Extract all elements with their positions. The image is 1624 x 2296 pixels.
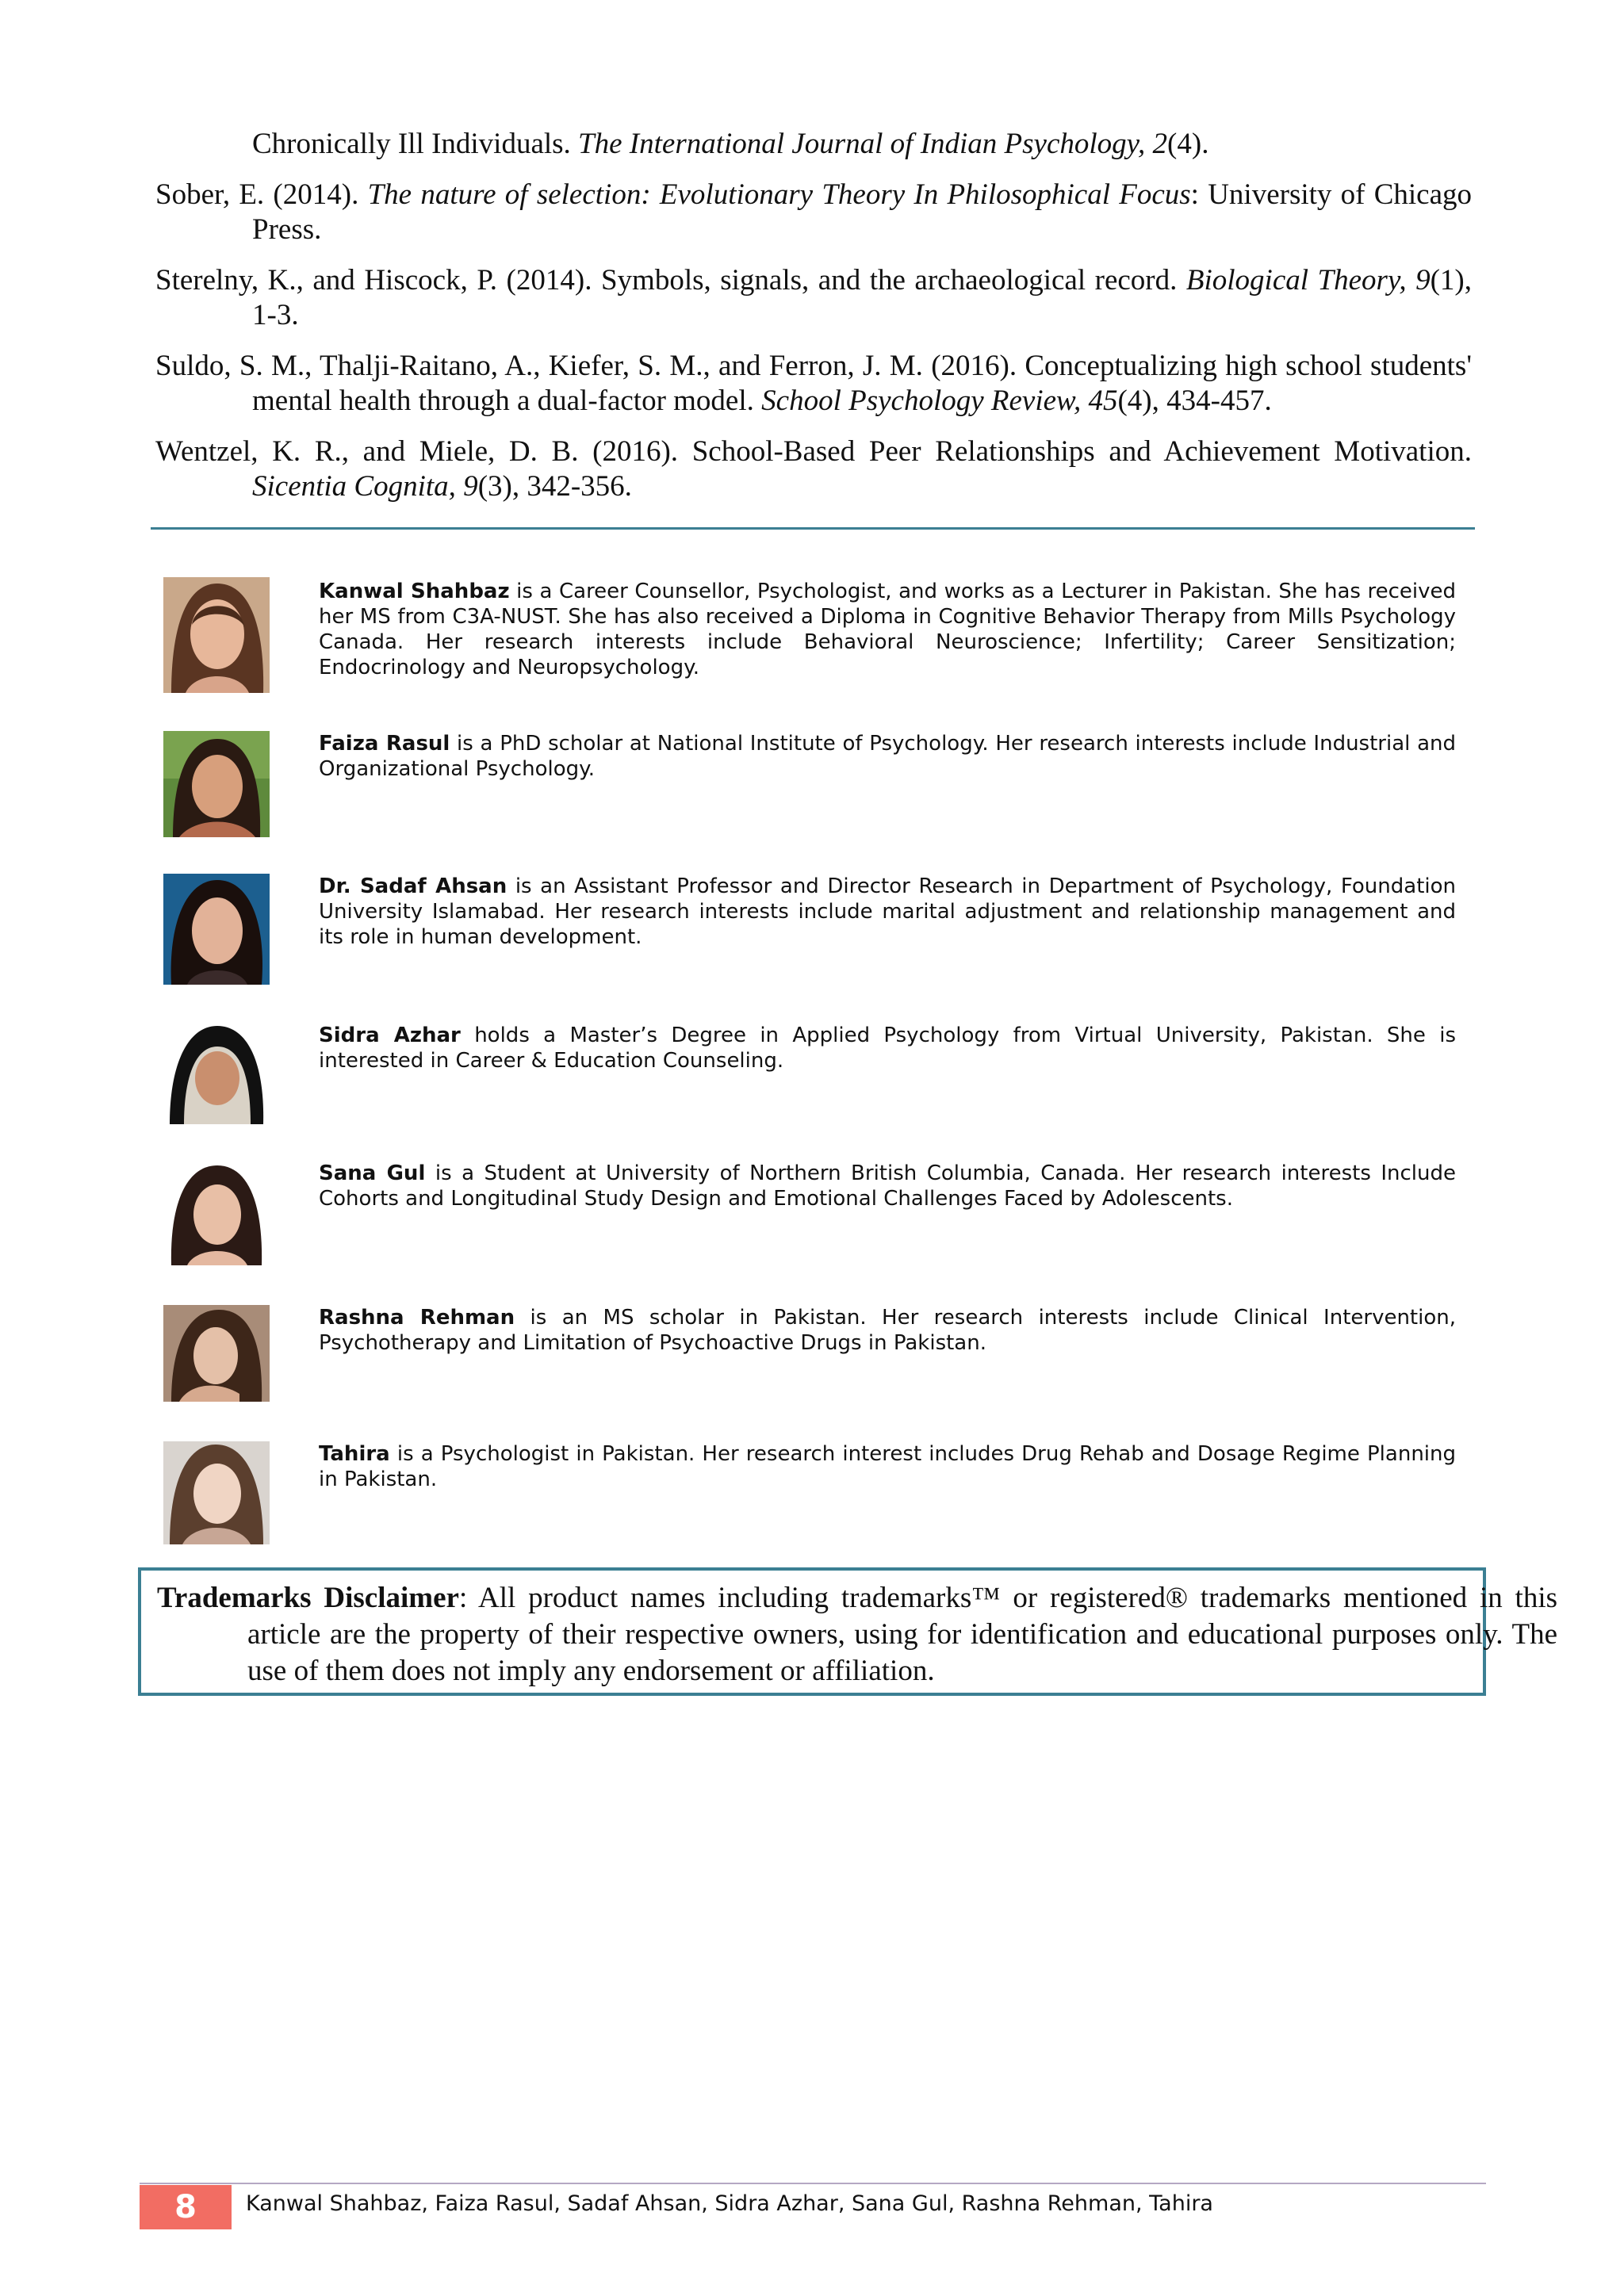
- reference-text: Suldo, S. M., Thalji-Raitano, A., Kiefer, S. M., and Ferron, J. M. (2016). Conceptualizing high school students' mental health through a dual-factor model.: [155, 350, 1472, 417]
- reference-journal: The International Journal of Indian Psychology, 2: [578, 128, 1168, 160]
- reference-journal: Sicentia Cognita, 9: [252, 470, 478, 503]
- bio-text: holds a Master’s Degree in Applied Psychology from Virtual University, Pakistan. She is interested in Career & Education Counseling.: [319, 1024, 1456, 1073]
- reference-entry: [155, 434, 1472, 504]
- bio-paragraph: [319, 731, 1456, 782]
- reference-text: (4).: [1167, 128, 1209, 160]
- bio-text: is a Student at University of Northern British Columbia, Canada. Her research interests Include Cohorts and Longitudinal Study Design and Emotional Challenges Faced by Adolescents.: [319, 1161, 1456, 1211]
- reference-entry: [155, 263, 1472, 333]
- author-photo: [163, 874, 270, 985]
- author-photo: [163, 1441, 270, 1544]
- reference-journal: The nature of selection: Evolutionary Theory In Philosophical Focus: [367, 178, 1191, 211]
- reference-journal: Biological Theory, 9: [1185, 264, 1431, 297]
- bio-text: is a Psychologist in Pakistan. Her research interest includes Drug Rehab and Dosage Regime Planning in Pakistan.: [319, 1442, 1456, 1491]
- reference-text: Sober, E. (2014).: [155, 178, 368, 211]
- author-photo: [163, 1161, 270, 1265]
- author-photo: [163, 1023, 270, 1124]
- disclaimer-text: [157, 1580, 1557, 1689]
- bio-paragraph: [319, 579, 1456, 680]
- author-name: Sidra Azhar: [319, 1024, 461, 1047]
- bio-text: is an Assistant Professor and Director Research in Department of Psychology, Foundation University Islamabad. Her research interests include marital adjustment and relationship management and its role in human development.: [319, 874, 1457, 949]
- reference-text: (4), 434-457.: [1117, 385, 1272, 417]
- author-name: Faiza Rasul: [319, 732, 450, 756]
- bio-paragraph: [319, 874, 1456, 950]
- reference-list: [155, 127, 1472, 520]
- reference-text: Sterelny, K., and Hiscock, P. (2014). Symbols, signals, and the archaeological record.: [155, 264, 1186, 297]
- reference-text: (1), 1-3.: [252, 264, 1472, 331]
- reference-journal: School Psychology Review, 45: [761, 385, 1118, 417]
- page-number-badge: 8: [140, 2185, 232, 2229]
- section-divider: [151, 527, 1475, 530]
- author-photo: [163, 1305, 270, 1402]
- trademarks-disclaimer-box: [138, 1567, 1557, 1696]
- reference-entry: [155, 127, 1472, 162]
- author-name: Dr. Sadaf Ahsan: [319, 874, 508, 898]
- footer-author-list: Kanwal Shahbaz, Faiza Rasul, Sadaf Ahsan, Sidra Azhar, Sana Gul, Rashna Rehman, Tahira: [246, 2191, 1213, 2216]
- bio-paragraph: [319, 1305, 1456, 1356]
- bio-paragraph: [319, 1161, 1456, 1211]
- reference-entry: [155, 178, 1472, 247]
- reference-entry: [155, 349, 1472, 419]
- bio-text: is a PhD scholar at National Institute of Psychology. Her research interests include Industrial and Organizational Psychology.: [319, 732, 1456, 781]
- author-photo: [163, 577, 270, 693]
- reference-text: (3), 342-356.: [477, 470, 632, 503]
- reference-text: : University of Chicago Press.: [252, 178, 1473, 246]
- disclaimer-label: Trademarks Disclaimer: [157, 1582, 459, 1614]
- author-name: Kanwal Shahbaz: [319, 580, 510, 603]
- author-name: Sana Gul: [319, 1161, 426, 1185]
- bio-paragraph: [319, 1441, 1456, 1492]
- author-photo: [163, 731, 270, 837]
- disclaimer-colon: :: [458, 1582, 479, 1614]
- reference-text: Chronically Ill Individuals.: [252, 128, 579, 160]
- bio-text: is an MS scholar in Pakistan. Her research interests include Clinical Intervention, Psychotherapy and Limitation of Psychoactive Drugs in Pakistan.: [319, 1306, 1456, 1355]
- bio-text: is a Career Counsellor, Psychologist, and works as a Lecturer in Pakistan. She has received her MS from C3A-NUST. She has also received a Diploma in Cognitive Behavior Therapy from Mills Psychology Canada. Her research interests include Behavioral Neuroscience; Infertility; Career Sensitization; Endocrinology and Neuropsychology.: [319, 580, 1456, 679]
- reference-text: Wentzel, K. R., and Miele, D. B. (2016). School-Based Peer Relationships and Achievement Motivation.: [155, 435, 1472, 468]
- author-name: Tahira: [319, 1442, 390, 1466]
- bio-paragraph: [319, 1023, 1456, 1073]
- footer-divider: [140, 2183, 1486, 2184]
- disclaimer-body: All product names including trademarks™ or registered® trademarks mentioned in this article are the property of their respective owners, using for identification and educational purposes only. The use of them does not imply any endorsement or affiliation.: [247, 1582, 1557, 1687]
- author-name: Rashna Rehman: [319, 1306, 515, 1330]
